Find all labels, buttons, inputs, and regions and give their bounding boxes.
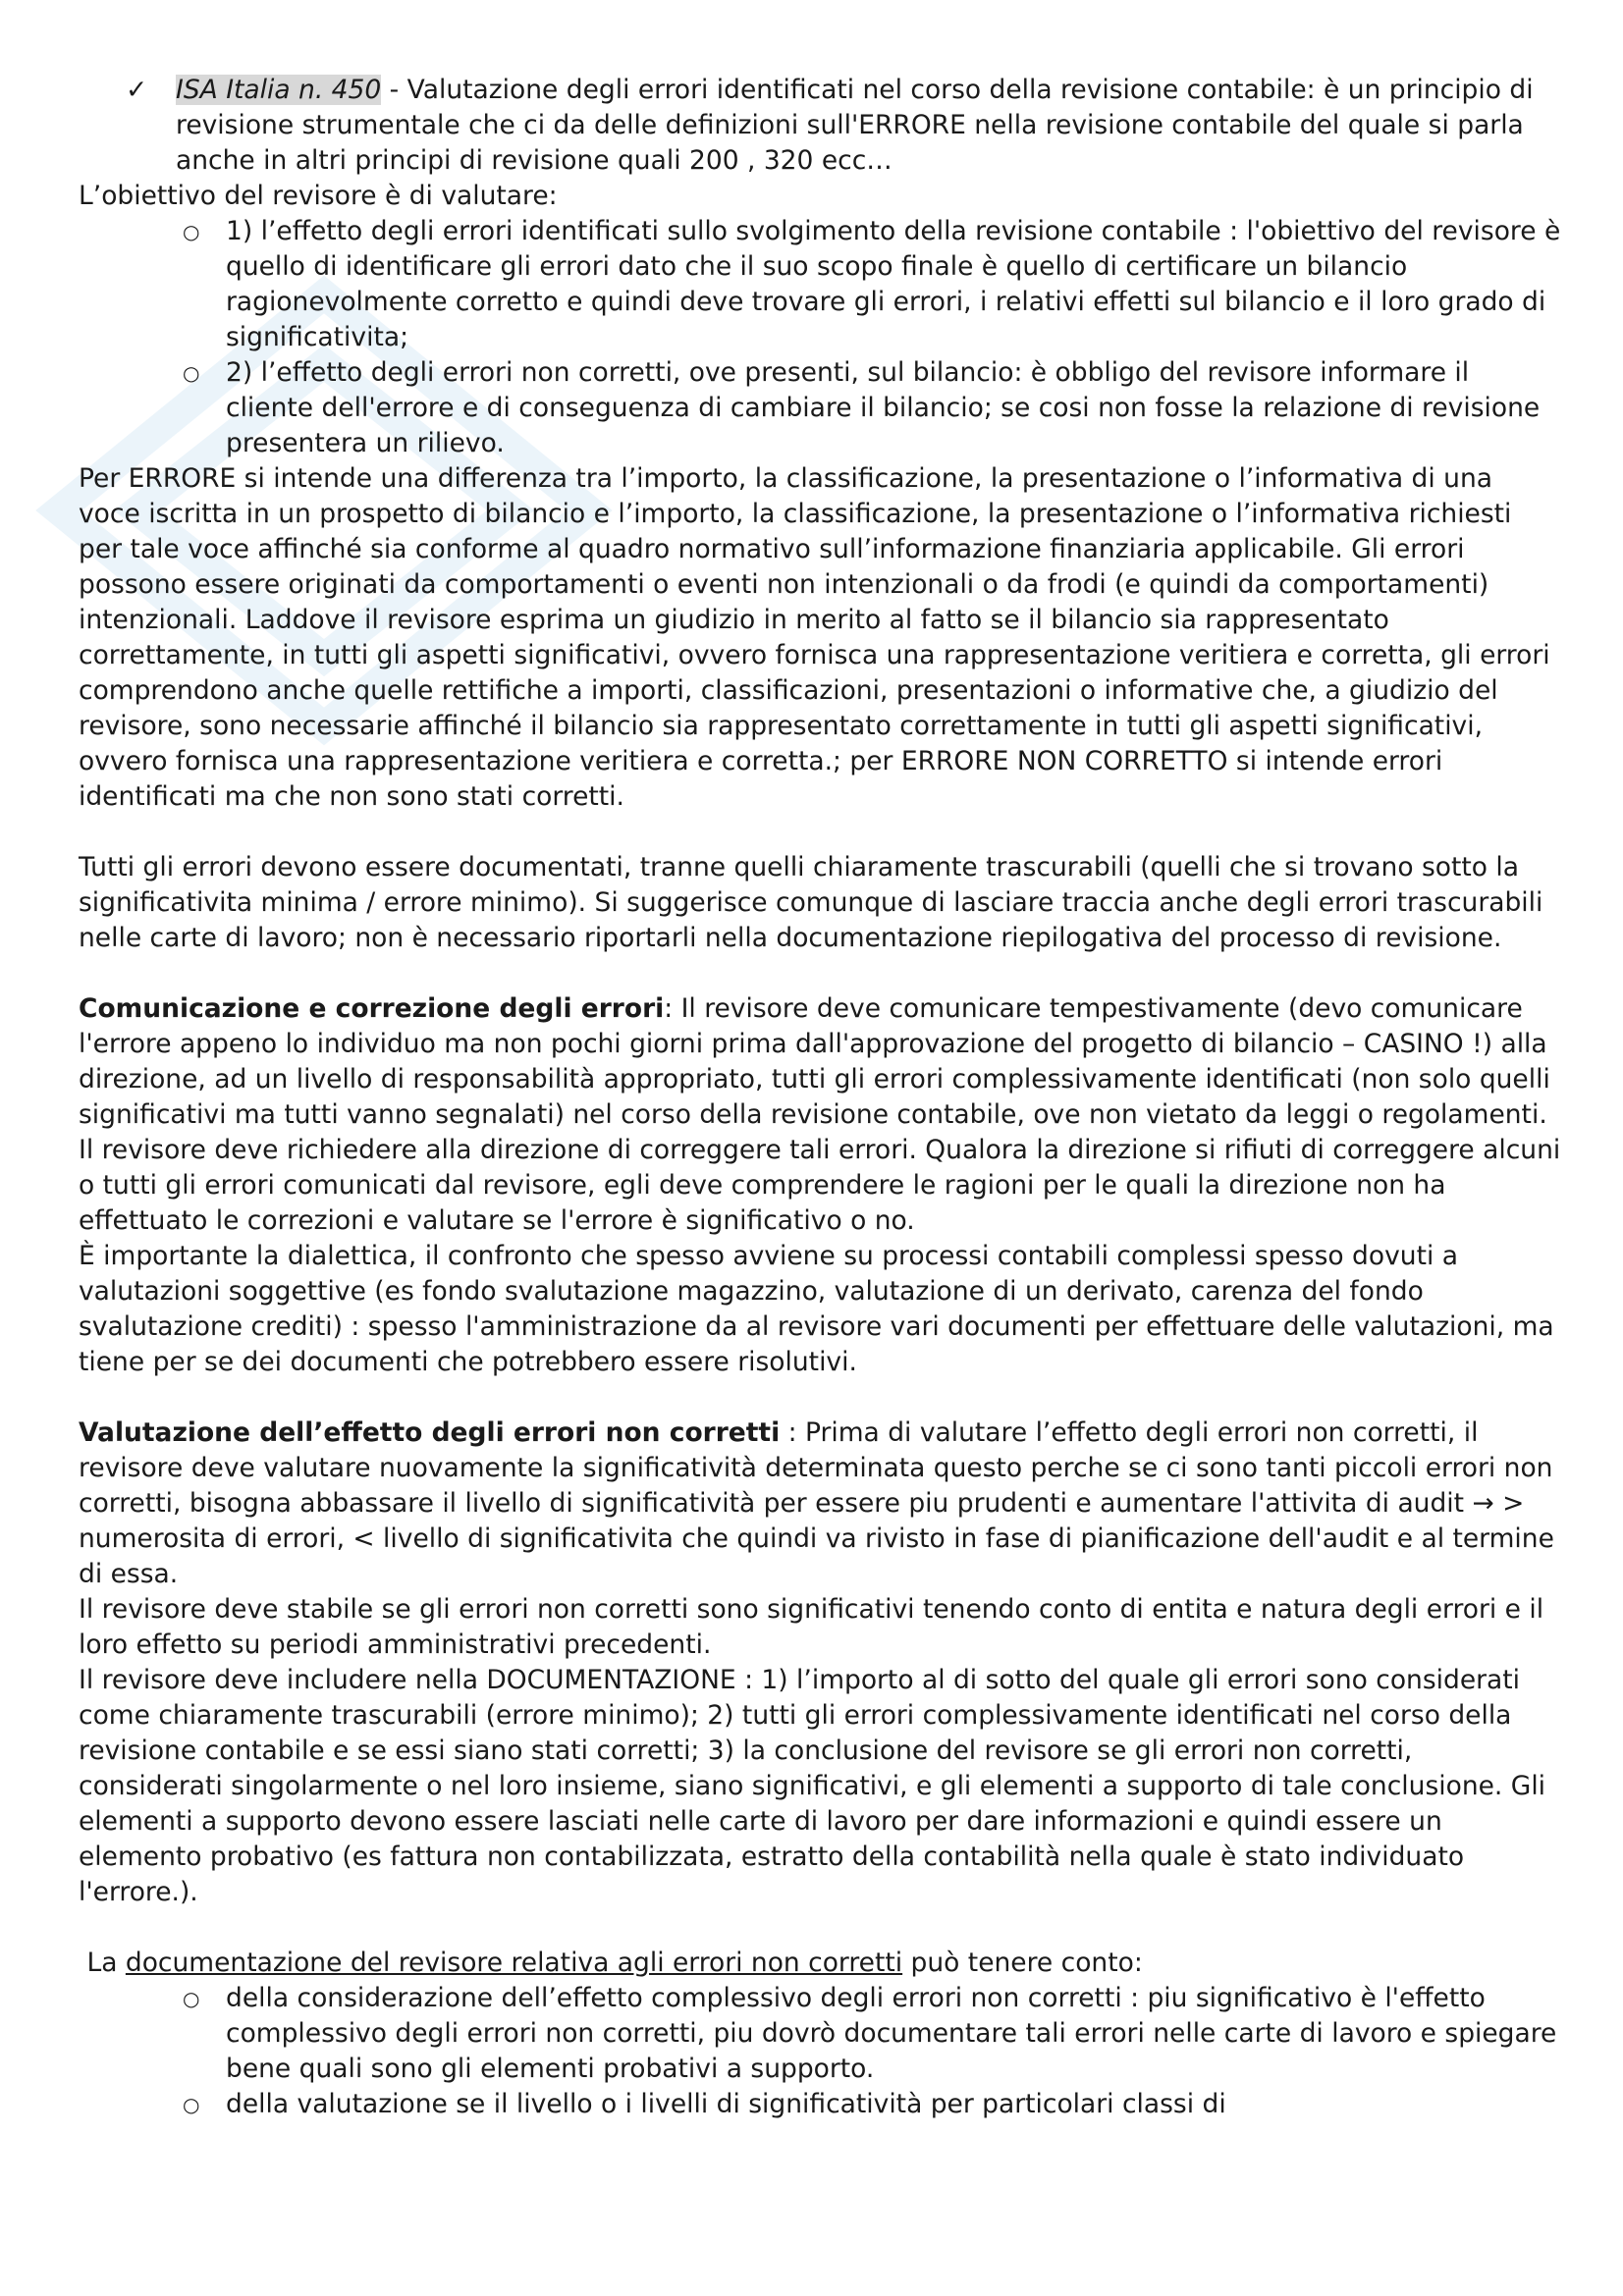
isa-description: - Valutazione degli errori identificati nel corso della revisione contabile: è un principio di revisione strumentale che ci da delle definizioni sull'ERRORE nella revisione contabile del quale si parla anche in altri principi di revisione quali 200 , 320 ecc…	[176, 75, 1534, 176]
list-item-text: 1) l’effetto degli errori identificati sullo svolgimento della revisione contabile : l'obiettivo del revisore è quello di identificare gli errori dato che il suo scopo finale è quello di certificare un bilancio ragionevolmente corretto e quindi deve trovare gli errori, i relativi effetti sul bilancio e il loro grado di significativita;	[226, 216, 1561, 352]
circle-bullet-icon: ○	[183, 1987, 200, 2010]
isa-reference: ISA Italia n. 450	[176, 75, 382, 105]
doc-section-prefix: La	[86, 1948, 126, 1978]
list-item-text: della valutazione se il livello o i livelli di significatività per particolari classi di	[226, 2089, 1226, 2119]
list-item-text: 2) l’effetto degli errori non corretti, ove presenti, sul bilancio: è obbligo del revisore informare il cliente dell'errore e di conseguenza di cambiare il bilancio; se cosi non fosse la relazione di revisione presentera un rilievo.	[226, 357, 1541, 458]
doc-section-suffix: può tenere conto:	[902, 1948, 1143, 1978]
communication-section	[79, 991, 1561, 1239]
evaluation-heading: Valutazione dell’effetto degli errori non corretti	[79, 1417, 781, 1448]
evaluation-paragraph-3: Il revisore deve includere nella DOCUMENTAZIONE : 1) l’importo al di sotto del quale gli errori sono considerati come chiaramente trascurabili (errore minimo); 2) tutti gli errori complessivamente identificati nel corso della revisione contabile e se essi siano stati corretti; 3) la conclusione del revisore se gli errori non corretti, considerati singolarmente o nel loro insieme, siano significativi, e gli elementi a supporto di tale conclusione. Gli elementi a supporto devono essere lasciati nelle carte di lavoro per dare informazioni e quindi essere un elemento probativo (es fattura non contabilizzata, estratto della contabilità nella quale è stato individuato l'errore.).	[79, 1665, 1546, 1907]
isa-reference-item	[79, 73, 1561, 179]
list-item	[79, 2087, 1561, 2122]
circle-bullet-icon: ○	[183, 220, 200, 243]
doc-section-list	[79, 1981, 1561, 2122]
communication-heading: Comunicazione e correzione degli errori	[79, 993, 665, 1024]
list-item	[79, 214, 1561, 355]
dialectic-paragraph: È importante la dialettica, il confronto che spesso avviene su processi contabili complessi spesso dovuti a valutazioni soggettive (es fondo svalutazione magazzino, valutazione di un derivato, carenza del fondo svalutazione crediti) : spesso l'amministrazione da al revisore vari documenti per effettuare delle valutazioni, ma tiene per se dei documenti che potrebbero essere risolutivi.	[79, 1241, 1554, 1377]
objective-intro: L’obiettivo del revisore è di valutare:	[79, 181, 558, 211]
doc-section-underlined: documentazione del revisore relativa agli errori non corretti	[125, 1948, 903, 1978]
circle-bullet-icon: ○	[183, 2093, 200, 2116]
circle-bullet-icon: ○	[183, 361, 200, 385]
communication-text: : Il revisore deve comunicare tempestivamente (devo comunicare l'errore appeno lo individuo ma non pochi giorni prima dall'approvazione del progetto di bilancio – CASINO !) alla direzione, ad un livello di responsabilità appropriato, tutti gli errori complessivamente identificati (non solo quelli significativi ma tutti vanno segnalati) nel corso della revisione contabile, ove non vietato da leggi o regolamenti. Il revisore deve richiedere alla direzione di correggere tali errori. Qualora la direzione si rifiuti di correggere alcuni o tutti gli errori comunicati dal revisore, egli deve comprendere le ragioni per le quali la direzione non ha effettuato le correzioni e valutare se l'errore è significativo o no.	[79, 993, 1561, 1236]
doc-section-intro	[79, 1946, 1561, 1981]
checkmark-icon: ✓	[126, 75, 148, 105]
list-item	[79, 1981, 1561, 2087]
list-item	[79, 355, 1561, 461]
documentation-paragraph: Tutti gli errori devono essere documentati, tranne quelli chiaramente trascurabili (quelli che si trovano sotto la significativita minima / errore minimo). Si suggerisce comunque di lasciare traccia anche degli errori trascurabili nelle carte di lavoro; non è necessario riportarli nella documentazione riepilogativa del processo di revisione.	[79, 852, 1543, 953]
evaluation-section	[79, 1415, 1561, 1592]
objectives-list	[79, 214, 1561, 461]
list-item-text: della considerazione dell’effetto complessivo degli errori non corretti : piu significativo è l'effetto complessivo degli errori non corretti, piu dovrò documentare tali errori nelle carte di lavoro e spiegare bene quali sono gli elementi probativi a supporto.	[226, 1983, 1557, 2084]
evaluation-text: : Prima di valutare l’effetto degli errori non corretti, il revisore deve valutare nuovamente la significatività determinata questo perche se ci sono tanti piccoli errori non corretti, bisogna abbassare il livello di significatività per essere piu prudenti e aumentare l'attivita di audit → > numerosita di errori, < livello di significativita che quindi va rivisto in fase di pianificazione dell'audit e al termine di essa.	[79, 1417, 1554, 1589]
document-page	[79, 73, 1561, 2122]
evaluation-paragraph-2: Il revisore deve stabile se gli errori non corretti sono significativi tenendo conto di entita e natura degli errori e il loro effetto su periodi amministrativi precedenti.	[79, 1594, 1544, 1660]
error-definition: Per ERRORE si intende una differenza tra l’importo, la classificazione, la presentazione o l’informativa di una voce iscritta in un prospetto di bilancio e l’importo, la classificazione, la presentazione o l’informativa richiesti per tale voce affinché sia conforme al quadro normativo sull’informazione finanziaria applicabile. Gli errori possono essere originati da comportamenti o eventi non intenzionali o da frodi (e quindi da comportamenti) intenzionali. Laddove il revisore esprima un giudizio in merito al fatto se il bilancio sia rappresentato correttamente, in tutti gli aspetti significativi, ovvero fornisca una rappresentazione veritiera e corretta, gli errori comprendono anche quelle rettifiche a importi, classificazioni, presentazioni o informative che, a giudizio del revisore, sono necessarie affinché il bilancio sia rappresentato correttamente in tutti gli aspetti significativi, ovvero fornisca una rappresentazione veritiera e corretta.; per ERRORE NON CORRETTO si intende errori identificati ma che non sono stati corretti.	[79, 463, 1550, 812]
